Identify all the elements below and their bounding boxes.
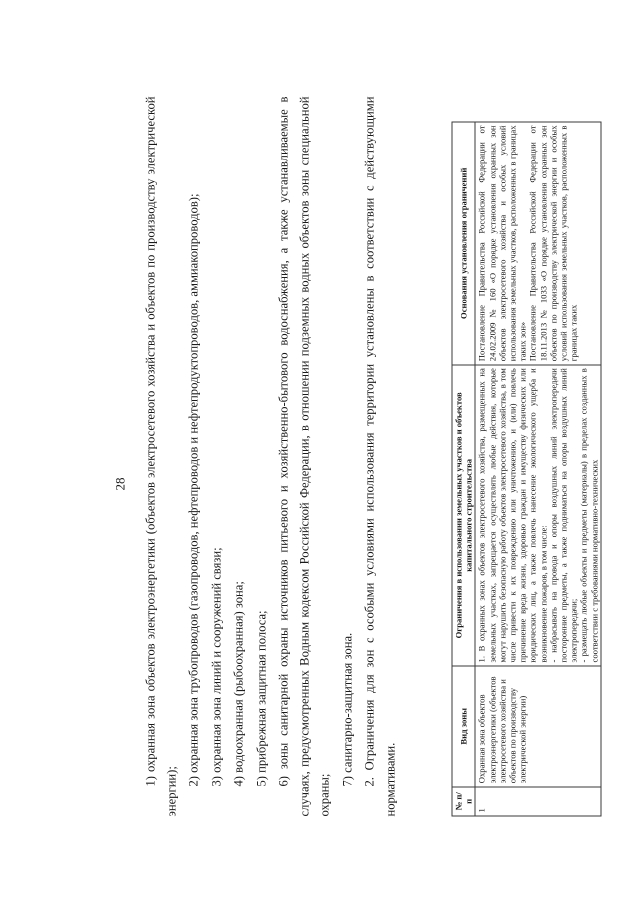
header-basis: Основания установления ограничений — [452, 122, 475, 365]
header-restrictions: Ограничения в использовании земельных участков и объектов капитального строительства — [452, 365, 475, 666]
list-item-1: 1) охранная зона объектов электроэнергетики (объектов электросетевого хозяйства и объектов по производству электрической энергии); — [143, 96, 178, 817]
restriction-text: - набрасывать на провода и опоры воздушных линий электропередачи посторонние предметы, а также подниматься на опоры воздушных линий электропередачи; — [548, 368, 579, 663]
section-2-intro: 2. Ограничения для зон с особыми условиями использования территории установлены в соответствии с действующими нормативами. — [362, 96, 397, 817]
header-type: Вид зоны — [452, 666, 475, 787]
list-item-6: 6) зоны санитарной охраны источников питьевого и хозяйственно-бытового водоснабжения, а также устанавливаемые в случаях, предусмотренных Водным кодексом Российской Федерации, в отношении подземных водных объектов зоны специальной охраны; — [276, 96, 332, 817]
cell-num: 1 — [475, 787, 600, 816]
list-item-3: 3) охранная зона линий и сооружений связи; — [209, 547, 223, 787]
list-item-7: 7) санитарно-защитная зона. — [340, 632, 354, 787]
restrictions-table — [452, 122, 602, 817]
basis-text: Постановление Правительства Российской Федерации от 24.02.2009 № 160 «О порядке установления охранных зон объектов электросетевого хозяйства и особых условий использования земельных участков, расположенных в границах таких зон» — [476, 125, 528, 362]
cell-basis — [475, 122, 600, 365]
document-body — [141, 97, 401, 817]
list-item-4: 4) водоохранная (рыбоохранная) зона; — [231, 581, 246, 787]
table-header-row — [452, 122, 475, 816]
table-row — [475, 122, 600, 816]
document-page — [1, 0, 640, 905]
cell-type: Охранная зона объектов электроэнергетики (объектов электросетевого хозяйства и объектов по производству электрической энергии) — [475, 666, 600, 787]
header-num: № п/п — [452, 787, 475, 816]
restriction-text: 1. В охранных зонах объектов электросетевого хозяйства, размещенных на земельных участках, запрещается осуществлять любые действия, которые могут нарушить безопасную работу объектов электросетевого хозяйства, в том числе привести к их повреждению или уничтожению, и (или) повлечь причинение вреда жизни, здоровью граждан и имуществу физических или юридических лиц, а также повлечь нанесение экологического ущерба и возникновение пожаров, в том числе: — [476, 368, 549, 663]
restriction-text: - размещать любые объекты и предметы (материалы) в пределах созданных в соответствии с требованиями нормативно-технических — [578, 368, 600, 663]
list-item-2: 2) охранная зона трубопроводов (газопроводов, нефтепроводов и нефтепродуктопроводов, аммиакопроводов); — [186, 193, 201, 787]
basis-text: Постановление Правительства Российской Федерации от 18.11.2013 № 1033 «О порядке установления охранных зон объектов по производству электрической энергии и особых условий использования земельных участков, расположенных в границах таких — [527, 125, 579, 362]
cell-restrictions — [475, 365, 600, 666]
list-item-5: 5) прибрежная защитная полоса; — [254, 610, 268, 787]
page-number: 28 — [112, 477, 128, 491]
